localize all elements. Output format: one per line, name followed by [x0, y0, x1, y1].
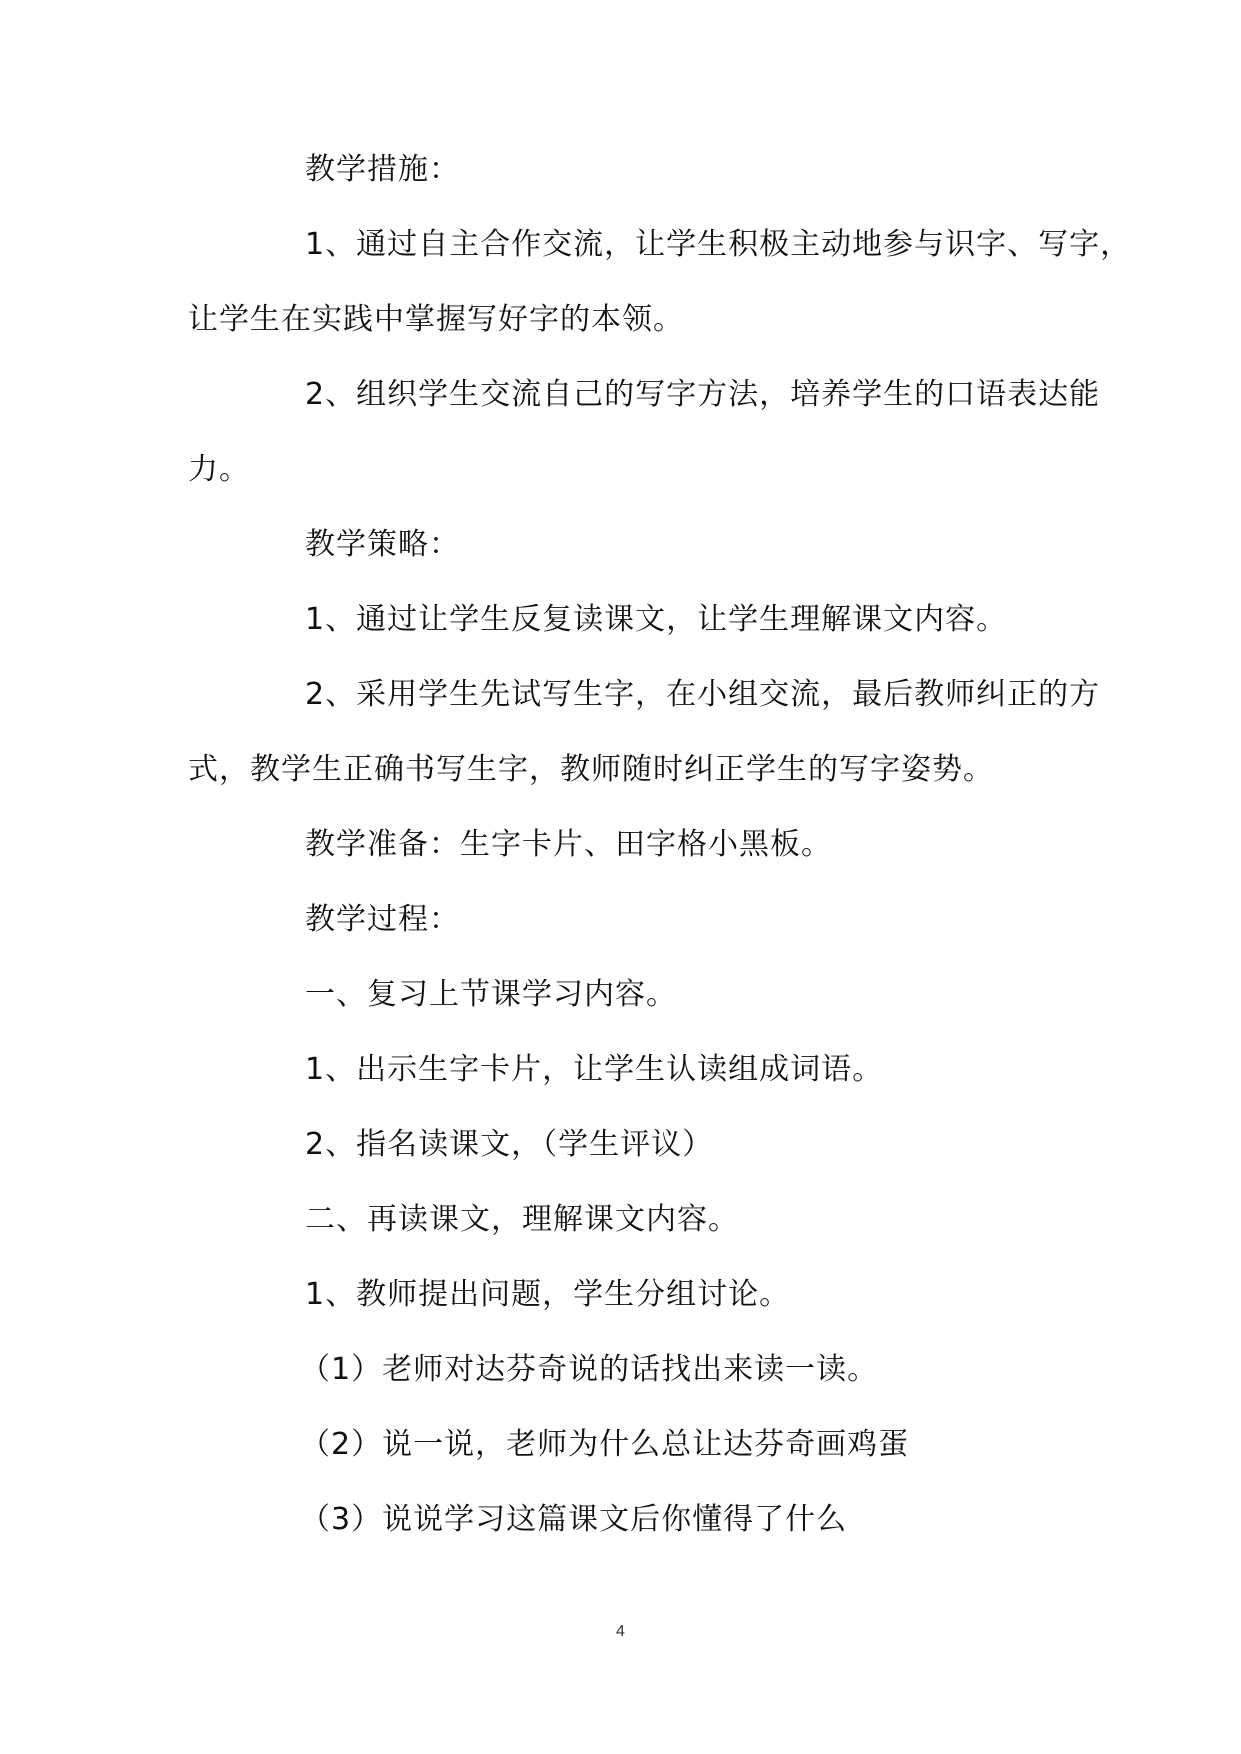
paragraph-line: 1、通过让学生反复读课文，让学生理解课文内容。 [305, 602, 1008, 637]
question-item: （1）老师对达芬奇说的话找出来读一读。 [300, 1352, 879, 1387]
paragraph-line: 1、通过自主合作交流，让学生积极主动地参与识字、写字， [305, 227, 1132, 262]
paragraph-line: 式，教学生正确书写生字，教师随时纠正学生的写字姿势。 [188, 752, 994, 787]
paragraph-line: 2、组织学生交流自己的写字方法，培养学生的口语表达能 [305, 377, 1101, 412]
paragraph-line: 让学生在实践中掌握写好字的本领。 [188, 302, 684, 337]
heading-teaching-strategy: 教学策略： [305, 527, 460, 562]
heading-teaching-process: 教学过程： [305, 902, 460, 937]
paragraph-line: 1、教师提出问题，学生分组讨论。 [305, 1277, 791, 1312]
section-heading-two: 二、再读课文，理解课文内容。 [305, 1202, 739, 1237]
section-heading-one: 一、复习上节课学习内容。 [305, 977, 677, 1012]
question-item: （3）说说学习这篇课文后你懂得了什么 [300, 1502, 848, 1537]
page-number: 4 [616, 1623, 625, 1640]
paragraph-line: 2、采用学生先试写生字，在小组交流，最后教师纠正的方 [305, 677, 1101, 712]
question-item: （2）说一说，老师为什么总让达芬奇画鸡蛋 [300, 1427, 910, 1462]
teaching-preparation: 教学准备：生字卡片、田字格小黑板。 [305, 827, 832, 862]
heading-teaching-measures: 教学措施： [305, 152, 460, 187]
paragraph-line: 1、出示生字卡片，让学生认读组成词语。 [305, 1052, 884, 1087]
paragraph-line: 2、指名读课文，（学生评议） [305, 1127, 714, 1162]
paragraph-line: 力。 [188, 452, 250, 487]
